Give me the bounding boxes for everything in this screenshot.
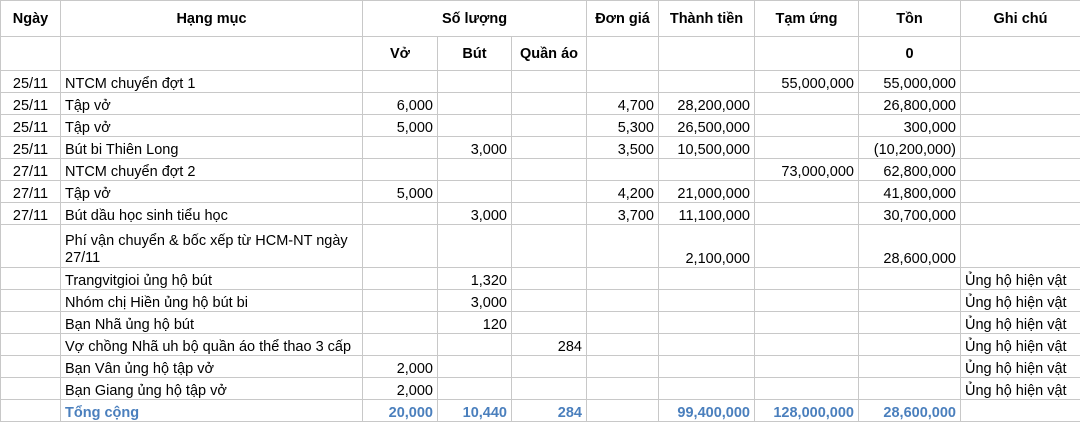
cell-item: NTCM chuyển đợt 2 (61, 159, 363, 181)
cell-date: 27/11 (1, 159, 61, 181)
cell-clothes (512, 159, 587, 181)
cell-unit-price (587, 159, 659, 181)
cell-unit-price: 3,700 (587, 203, 659, 225)
cell-note: Ủng hộ hiện vật (961, 312, 1080, 334)
cell-advance (755, 115, 859, 137)
cell-note (961, 181, 1080, 203)
table-row (1, 334, 1080, 356)
cell-balance: 41,800,000 (859, 181, 961, 203)
cell-advance (755, 334, 859, 356)
cell-date (1, 356, 61, 378)
table-row (1, 137, 1080, 159)
subheader-pen: Bút (438, 37, 512, 71)
cell-date (1, 268, 61, 290)
cell-balance (859, 312, 961, 334)
cell-notebook (363, 225, 438, 268)
cell-date: 25/11 (1, 71, 61, 93)
cell-unit-price (587, 378, 659, 400)
table-row (1, 356, 1080, 378)
table-row (1, 159, 1080, 181)
header-balance: Tồn (859, 1, 961, 37)
cell-pen (438, 356, 512, 378)
cell-date: 25/11 (1, 115, 61, 137)
cell-pen (438, 159, 512, 181)
header-unit-price: Đơn giá (587, 1, 659, 37)
cell-item: Bút bi Thiên Long (61, 137, 363, 159)
cell-pen: 3,000 (438, 290, 512, 312)
table-row (1, 378, 1080, 400)
cell-note (961, 159, 1080, 181)
cell-clothes (512, 203, 587, 225)
cell-advance: 73,000,000 (755, 159, 859, 181)
total-unit-price (587, 400, 659, 422)
cell-advance (755, 137, 859, 159)
total-note (961, 400, 1080, 422)
header-amount: Thành tiền (659, 1, 755, 37)
cell-notebook (363, 159, 438, 181)
cell-clothes (512, 71, 587, 93)
cell-clothes: 284 (512, 334, 587, 356)
subheader-empty (659, 37, 755, 71)
cell-date (1, 378, 61, 400)
cell-balance: (10,200,000) (859, 137, 961, 159)
cell-note (961, 137, 1080, 159)
cell-unit-price (587, 356, 659, 378)
cell-amount (659, 71, 755, 93)
cell-clothes (512, 181, 587, 203)
cell-amount: 28,200,000 (659, 93, 755, 115)
cell-pen: 3,000 (438, 203, 512, 225)
cell-unit-price (587, 225, 659, 268)
cell-notebook (363, 71, 438, 93)
subheader-empty (961, 37, 1080, 71)
cell-unit-price: 4,200 (587, 181, 659, 203)
table-row (1, 115, 1080, 137)
cell-clothes (512, 290, 587, 312)
table-row (1, 225, 1080, 268)
table-row (1, 71, 1080, 93)
cell-clothes (512, 268, 587, 290)
cell-amount (659, 378, 755, 400)
cell-balance (859, 334, 961, 356)
total-empty (1, 400, 61, 422)
cell-balance: 30,700,000 (859, 203, 961, 225)
table-row (1, 290, 1080, 312)
cell-date: 25/11 (1, 93, 61, 115)
cell-note: Ủng hộ hiện vật (961, 356, 1080, 378)
cell-pen: 1,320 (438, 268, 512, 290)
table-row (1, 93, 1080, 115)
cell-date: 27/11 (1, 203, 61, 225)
cell-clothes (512, 225, 587, 268)
cell-note: Ủng hộ hiện vật (961, 378, 1080, 400)
cell-item: Bút dầu học sinh tiểu học (61, 203, 363, 225)
total-label: Tổng cộng (61, 400, 363, 422)
cell-note (961, 115, 1080, 137)
cell-date: 27/11 (1, 181, 61, 203)
table-row (1, 203, 1080, 225)
cell-advance: 55,000,000 (755, 71, 859, 93)
cell-note (961, 203, 1080, 225)
cell-advance (755, 378, 859, 400)
cell-notebook (363, 203, 438, 225)
cell-pen (438, 115, 512, 137)
cell-amount: 26,500,000 (659, 115, 755, 137)
cell-advance (755, 93, 859, 115)
cell-item: Tập vở (61, 115, 363, 137)
cell-notebook: 2,000 (363, 378, 438, 400)
cell-item: Bạn Giang ủng hộ tập vở (61, 378, 363, 400)
cell-date (1, 290, 61, 312)
cell-pen (438, 334, 512, 356)
cell-balance: 26,800,000 (859, 93, 961, 115)
table-row (1, 181, 1080, 203)
cell-note (961, 71, 1080, 93)
cell-notebook: 5,000 (363, 115, 438, 137)
cell-balance (859, 290, 961, 312)
cell-pen (438, 378, 512, 400)
cell-notebook: 6,000 (363, 93, 438, 115)
cell-unit-price (587, 268, 659, 290)
cell-note: Ủng hộ hiện vật (961, 290, 1080, 312)
cell-item: Tập vở (61, 93, 363, 115)
cell-item: Phí vận chuyển & bốc xếp từ HCM-NT ngày 27/11 (61, 225, 363, 268)
subheader-row (1, 37, 1080, 71)
total-pen: 10,440 (438, 400, 512, 422)
cell-note: Ủng hộ hiện vật (961, 334, 1080, 356)
cell-unit-price (587, 312, 659, 334)
cell-balance: 62,800,000 (859, 159, 961, 181)
cell-amount: 2,100,000 (659, 225, 755, 268)
cell-date (1, 334, 61, 356)
cell-clothes (512, 356, 587, 378)
subheader-empty (755, 37, 859, 71)
cell-advance (755, 203, 859, 225)
total-balance: 28,600,000 (859, 400, 961, 422)
cell-clothes (512, 312, 587, 334)
cell-date (1, 225, 61, 268)
header-row (1, 1, 1080, 37)
cell-pen (438, 181, 512, 203)
total-amount: 99,400,000 (659, 400, 755, 422)
header-date: Ngày (1, 1, 61, 37)
total-clothes: 284 (512, 400, 587, 422)
cell-unit-price (587, 290, 659, 312)
cell-clothes (512, 137, 587, 159)
cell-clothes (512, 115, 587, 137)
cell-date: 25/11 (1, 137, 61, 159)
cell-balance (859, 268, 961, 290)
subheader-balance-start: 0 (859, 37, 961, 71)
header-advance: Tạm ứng (755, 1, 859, 37)
cell-amount (659, 356, 755, 378)
cell-pen: 120 (438, 312, 512, 334)
cell-notebook (363, 290, 438, 312)
total-row (1, 400, 1080, 422)
cell-pen (438, 93, 512, 115)
header-quantity: Số lượng (363, 1, 587, 37)
cell-note (961, 93, 1080, 115)
cell-amount (659, 290, 755, 312)
cell-notebook: 5,000 (363, 181, 438, 203)
cell-unit-price: 3,500 (587, 137, 659, 159)
total-notebook: 20,000 (363, 400, 438, 422)
cell-unit-price (587, 334, 659, 356)
cell-notebook (363, 137, 438, 159)
cell-balance (859, 356, 961, 378)
cell-item: Vợ chồng Nhã uh bộ quần áo thể thao 3 cấp (61, 334, 363, 356)
cell-pen: 3,000 (438, 137, 512, 159)
cell-amount: 10,500,000 (659, 137, 755, 159)
header-note: Ghi chú (961, 1, 1080, 37)
cell-amount (659, 159, 755, 181)
cell-balance: 28,600,000 (859, 225, 961, 268)
subheader-empty (587, 37, 659, 71)
cell-balance: 55,000,000 (859, 71, 961, 93)
cell-item: Bạn Vân ủng hộ tập vở (61, 356, 363, 378)
cell-pen (438, 225, 512, 268)
cell-unit-price: 5,300 (587, 115, 659, 137)
cell-notebook (363, 312, 438, 334)
cell-balance: 300,000 (859, 115, 961, 137)
cell-advance (755, 268, 859, 290)
cell-notebook: 2,000 (363, 356, 438, 378)
cell-note: Ủng hộ hiện vật (961, 268, 1080, 290)
cell-unit-price: 4,700 (587, 93, 659, 115)
cell-advance (755, 356, 859, 378)
cell-advance (755, 290, 859, 312)
total-advance: 128,000,000 (755, 400, 859, 422)
cell-advance (755, 312, 859, 334)
cell-advance (755, 225, 859, 268)
cell-clothes (512, 93, 587, 115)
cell-item: Tập vở (61, 181, 363, 203)
cell-item: NTCM chuyển đợt 1 (61, 71, 363, 93)
cell-item: Nhóm chị Hiền ủng hộ bút bi (61, 290, 363, 312)
header-item: Hạng mục (61, 1, 363, 37)
cell-note (961, 225, 1080, 268)
cell-item: Bạn Nhã ủng hộ bút (61, 312, 363, 334)
cell-amount (659, 334, 755, 356)
cell-amount (659, 268, 755, 290)
cell-notebook (363, 334, 438, 356)
subheader-clothes: Quần áo (512, 37, 587, 71)
subheader-notebook: Vở (363, 37, 438, 71)
cell-balance (859, 378, 961, 400)
cell-item: Trangvitgioi ủng hộ bút (61, 268, 363, 290)
cell-advance (755, 181, 859, 203)
cell-amount: 11,100,000 (659, 203, 755, 225)
cell-pen (438, 71, 512, 93)
cell-notebook (363, 268, 438, 290)
subheader-empty (1, 37, 61, 71)
table-row (1, 268, 1080, 290)
cell-amount: 21,000,000 (659, 181, 755, 203)
cell-clothes (512, 378, 587, 400)
cell-unit-price (587, 71, 659, 93)
table-row (1, 312, 1080, 334)
cell-date (1, 312, 61, 334)
cell-amount (659, 312, 755, 334)
subheader-empty (61, 37, 363, 71)
